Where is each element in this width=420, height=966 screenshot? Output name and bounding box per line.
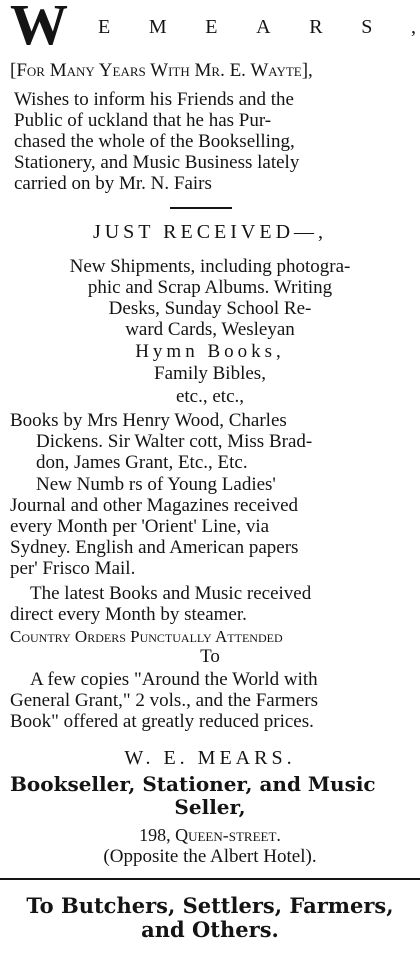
books-line: don, James Grant, Etc., Etc. (36, 452, 248, 473)
divider-short (170, 207, 232, 209)
books-line: Dickens. Sir Walter cott, Miss Brad- (36, 431, 313, 452)
shipments-line: ward Cards, Wesleyan (125, 319, 295, 340)
header-letter: , (411, 16, 416, 38)
divider-full (0, 878, 420, 880)
footer-trade-line: Bookseller, Stationer, and Music (10, 772, 376, 796)
shipments-line: Hymn Books, (135, 341, 285, 362)
country-orders-line: Country Orders Punctually Attended (10, 627, 283, 646)
footer-opposite: (Opposite the Albert Hotel). (103, 846, 317, 867)
books-line: Books by Mrs Henry Wood, Charles (10, 410, 287, 431)
copies-line: General Grant," 2 vols., and the Farmers (10, 690, 318, 711)
just-received-heading: JUST RECEIVED—, (92, 221, 328, 243)
header-letter: E (98, 16, 111, 38)
intro-line: Public of uckland that he has Pur- (14, 110, 272, 131)
next-heading-line: and Others. (141, 917, 279, 942)
header-letter: M (148, 16, 167, 38)
latest-line: The latest Books and Music received (30, 583, 312, 604)
country-orders-line: To (200, 646, 220, 667)
numbers-line: every Month per 'Orient' Line, via (10, 516, 270, 537)
shipments-line: phic and Scrap Albums. Writing (87, 277, 333, 298)
intro-line: chased the whole of the Bookselling, (14, 131, 295, 152)
header-letter: S (361, 16, 373, 38)
footer-trade-line: Seller, (174, 795, 246, 819)
shipments-line: New Shipments, including photogra- (69, 256, 351, 277)
header-letters (98, 16, 416, 39)
shipments-line: etc., etc., (175, 386, 245, 407)
subheading: [For Many Years With Mr. E. Wayte], (10, 60, 313, 81)
header-letter: A (256, 16, 271, 38)
shipments-line: Desks, Sunday School Re- (108, 298, 312, 319)
advert-header (6, 0, 416, 57)
shipments-line: Family Bibles, (154, 363, 266, 384)
latest-line: direct every Month by steamer. (10, 604, 247, 625)
header-letter: R (309, 16, 323, 38)
header-letter: E (205, 16, 218, 38)
next-heading-line: To Butchers, Settlers, Farmers, (26, 893, 394, 918)
copies-line: A few copies "Around the World with (30, 669, 318, 690)
intro-line: Wishes to inform his Friends and the (14, 89, 294, 110)
numbers-line: Sydney. English and American papers (10, 537, 299, 558)
footer-name: W. E. MEARS. (124, 747, 296, 769)
copies-line: Book" offered at greatly reduced prices. (10, 711, 314, 732)
numbers-line: New Numb rs of Young Ladies' (36, 474, 276, 495)
intro-line: Stationery, and Music Business lately (14, 152, 300, 173)
footer-address: 198, Queen-street. (139, 825, 281, 845)
numbers-line: per' Frisco Mail. (10, 558, 136, 579)
intro-line: carried on by Mr. N. Fairs (14, 173, 212, 194)
numbers-line: Journal and other Magazines received (10, 495, 299, 516)
header-initial: W (10, 0, 68, 57)
